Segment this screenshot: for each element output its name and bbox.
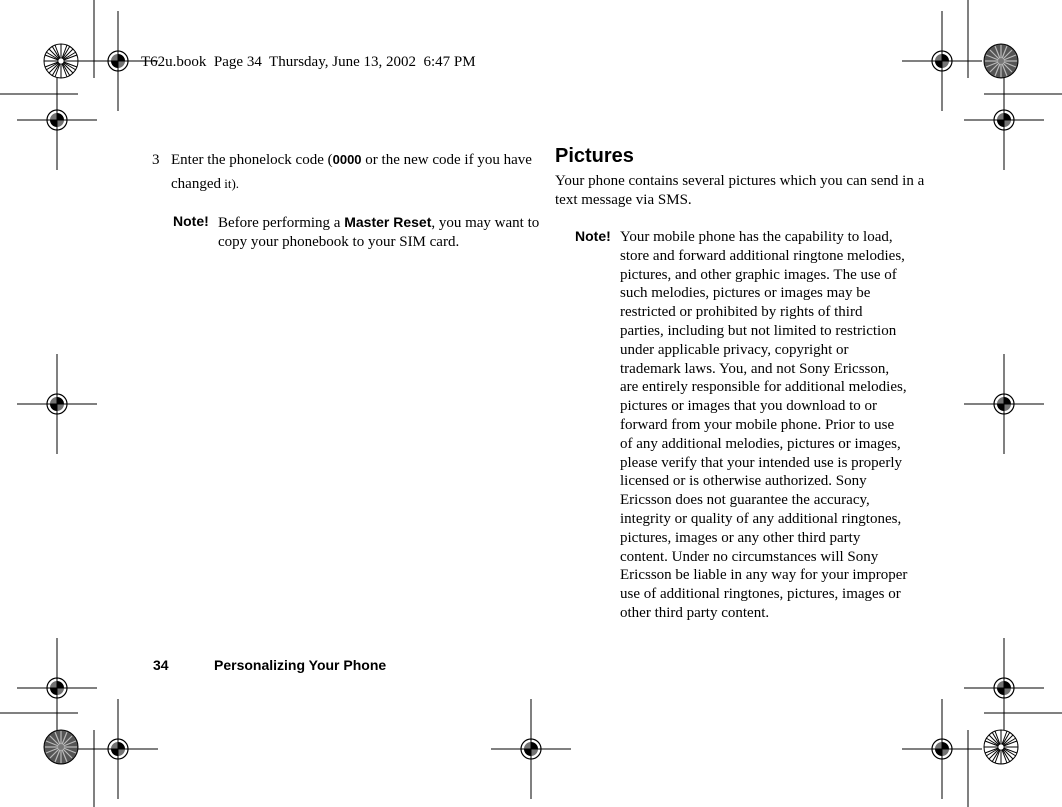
page-number: 34	[153, 657, 169, 673]
section-title: Pictures	[555, 145, 634, 167]
note-line: pictures, images or any other third party	[620, 529, 861, 546]
note-line: under applicable privacy, copyright or	[620, 341, 849, 358]
step-number: 3	[152, 152, 160, 168]
note-line: other third party content.	[620, 604, 770, 621]
note-line: restricted or prohibited by rights of third	[620, 304, 863, 321]
note-line: integrity or quality of any additional ringtones,	[620, 510, 902, 527]
note-text	[620, 228, 940, 623]
chapter-title: Personalizing Your Phone	[214, 657, 387, 673]
note-line: such melodies, pictures or images may be	[620, 285, 871, 302]
note-line: pictures or images that you download to or	[620, 398, 878, 415]
note-label: Note!	[575, 228, 611, 244]
note-line: licensed or is otherwise authorized. Sony	[620, 473, 867, 490]
note-line: please verify that your intended use is properly	[620, 454, 902, 471]
note-line: Ericsson be liable in any way for your improper	[620, 567, 908, 584]
note-label: Note!	[173, 213, 209, 229]
note-line: trademark laws. You, and not Sony Ericsson,	[620, 360, 890, 377]
note-text: Before performing a Master Reset, you may want to copy your phonebook to your SIM card.	[218, 214, 540, 250]
note-line: of any additional melodies, pictures or images,	[620, 435, 901, 452]
section-intro: Your phone contains several pictures which you can send in a text message via SMS.	[555, 173, 925, 208]
note-line: are entirely responsible for additional melodies,	[620, 379, 907, 396]
print-header: T62u.book Page 34 Thursday, June 13, 2002 6:47 PM	[141, 54, 476, 70]
phonelock-code: 0000	[332, 152, 362, 167]
step-text: Enter the phonelock code (0000 or the new code if you have changed it).	[171, 152, 532, 192]
note-line: parties, including but not limited to restriction	[620, 322, 897, 339]
note-line: pictures, and other graphic images. The use of	[620, 266, 897, 283]
note-line: store and forward additional ringtone melodies,	[620, 247, 905, 264]
note-line: content. Under no circumstances will Sony	[620, 548, 879, 565]
note-line: Your mobile phone has the capability to load,	[620, 229, 893, 245]
note-line: use of additional ringtones, pictures, images or	[620, 586, 901, 603]
note-line: Ericsson does not guarantee the accuracy,	[620, 492, 870, 509]
note-line: forward from your mobile phone. Prior to use	[620, 416, 895, 433]
page-footer	[153, 657, 386, 673]
master-reset-term: Master Reset	[344, 214, 432, 230]
